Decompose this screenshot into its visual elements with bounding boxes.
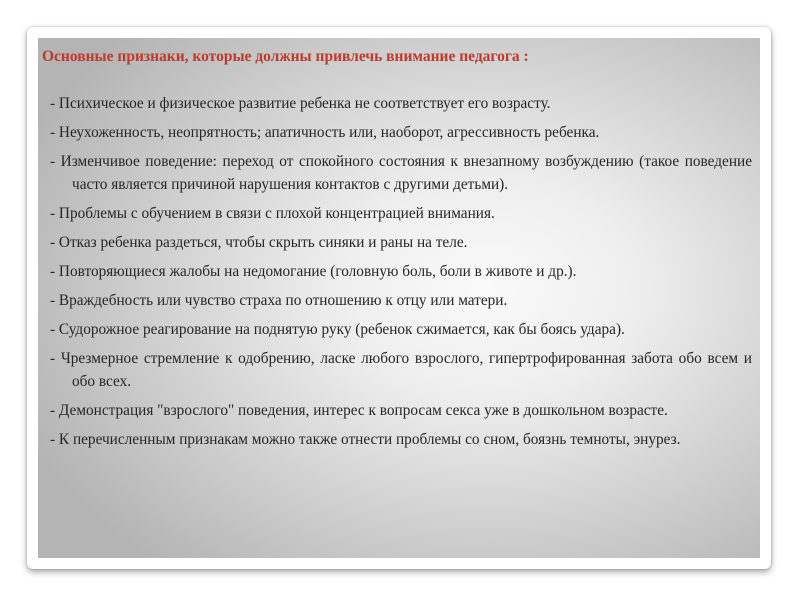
list-item: - К перечисленным признакам можно также отнести проблемы со сном, боязнь темноты, энурез. (50, 431, 681, 448)
signs-list (50, 92, 752, 457)
list-item: - Неухоженность, неопрятность; апатичность или, наоборот, агрессивность ребенка. (50, 124, 600, 141)
list-item: - Психическое и физическое развитие ребенка не соответствует его возрасту. (50, 95, 551, 112)
list-item: - Повторяющиеся жалобы на недомогание (головную боль, боли в животе и др.). (50, 263, 577, 280)
list-item: - Проблемы с обучением в связи с плохой концентрацией внимания. (50, 205, 495, 222)
list-item: - Отказ ребенка раздеться, чтобы скрыть синяки и раны на теле. (50, 234, 468, 251)
list-item: - Враждебность или чувство страха по отношению к отцу или матери. (50, 292, 508, 309)
list-item: - Демонстрация "взрослого" поведения, интерес к вопросам секса уже в дошкольном возрасте. (50, 402, 668, 419)
slide-panel (38, 38, 760, 558)
list-item: - Судорожное реагирование на поднятую руку (ребенок сжимается, как бы боясь удара). (50, 321, 625, 338)
slide-title: Основные признаки, которые должны привлечь внимание педагога : (42, 48, 529, 65)
slide-frame (27, 27, 771, 569)
list-item: - Чрезмерное стремление к одобрению, ласке любого взрослого, гипертрофированная забота обо всем и обо всех. (50, 350, 752, 390)
list-item: - Изменчивое поведение: переход от спокойного состояния к внезапному возбуждению (такое поведение часто является причиной нарушения контактов с другими детьми). (50, 153, 752, 193)
